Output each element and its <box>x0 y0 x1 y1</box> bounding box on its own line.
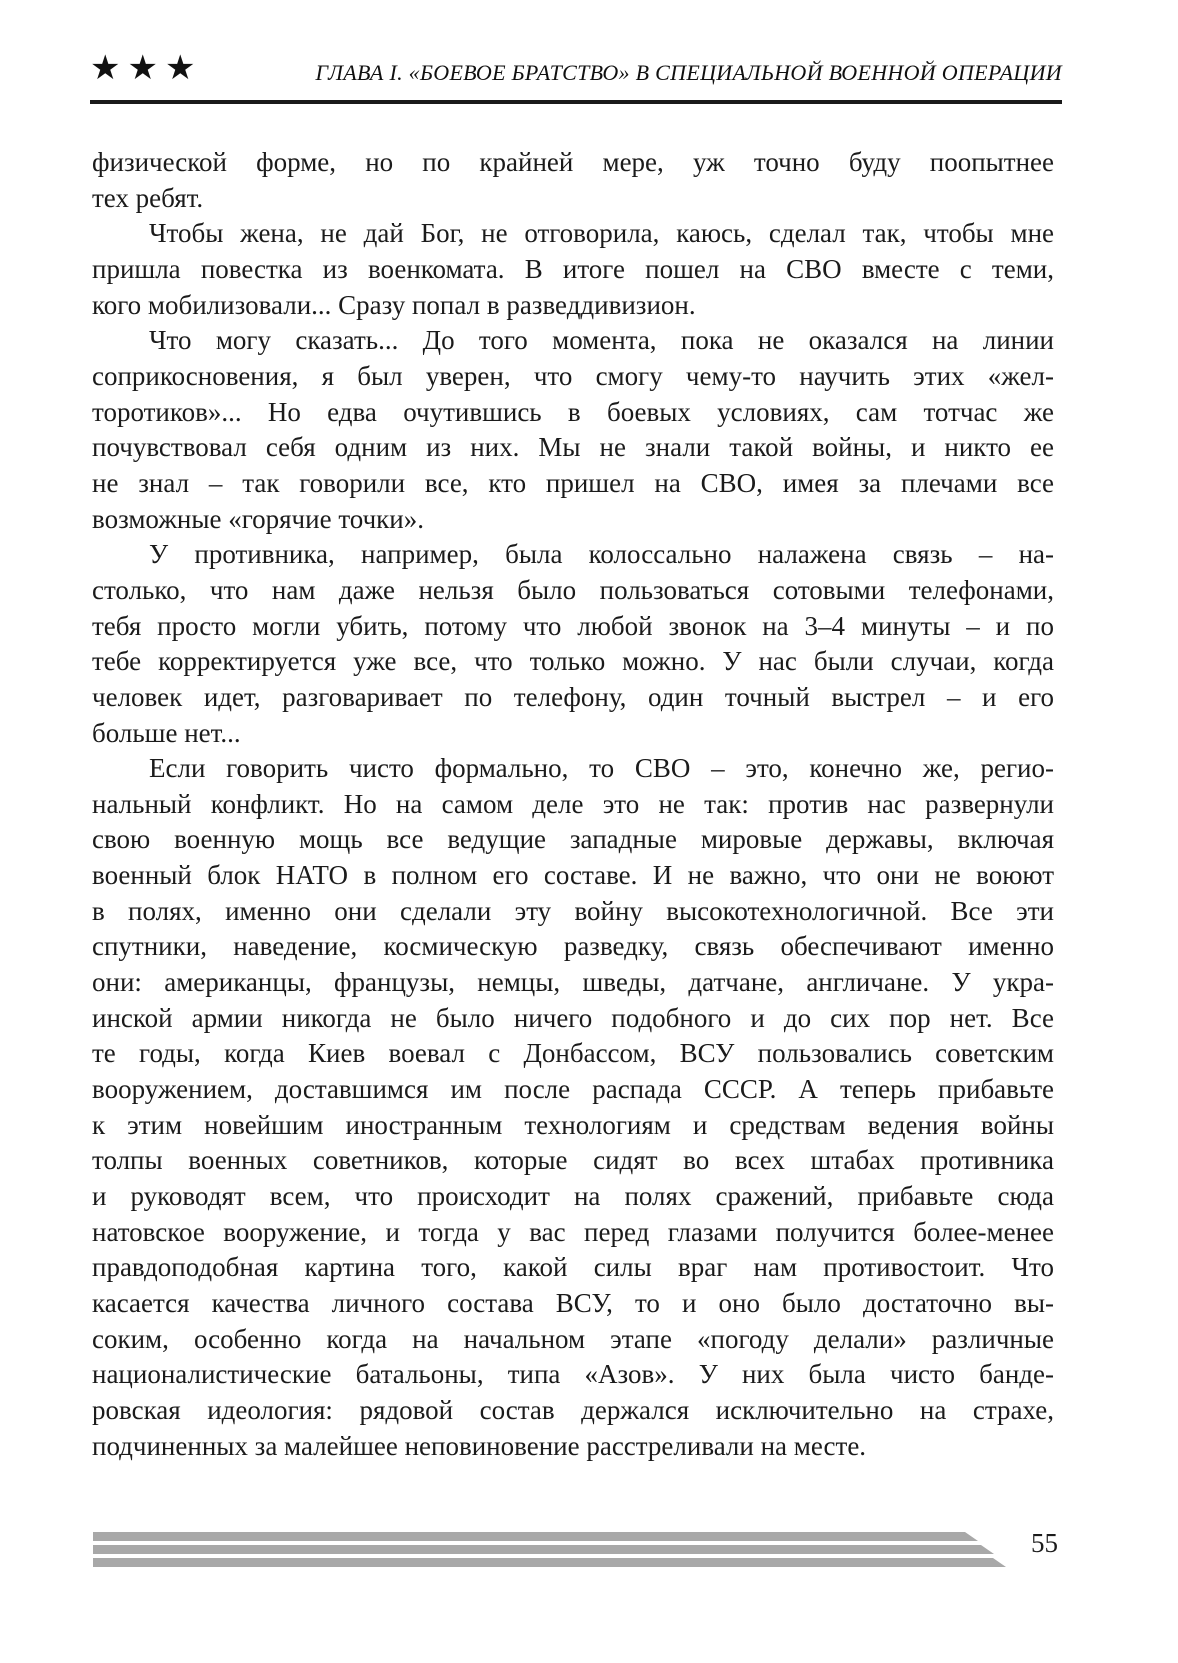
text-line: У противника, например, была колоссально налажена связь – на- <box>149 539 1054 570</box>
text-line: человек идет, разговаривает по телефону, один точный выстрел – и его <box>92 681 1054 712</box>
text-line: соким, особенно когда на начальном этапе «погоду делали» различные <box>92 1323 1054 1354</box>
text-line: и руководят всем, что происходит на полях сражений, прибавьте сюда <box>92 1181 1054 1212</box>
text-line: те годы, когда Киев воевал с Донбассом, ВСУ пользовались советским <box>92 1038 1054 1069</box>
footer-stripe <box>93 1558 1006 1567</box>
footer-stripe <box>93 1545 994 1554</box>
text-line: Чтобы жена, не дай Бог, не отговорила, каюсь, сделал так, чтобы мне <box>149 218 1054 249</box>
text-line: возможные «горячие точки». <box>92 503 424 534</box>
text-line: тебя просто могли убить, потому что любой звонок на 3–4 минуты – и по <box>92 610 1054 641</box>
page-number: 55 <box>1031 1528 1058 1558</box>
text-line: тебе корректируется уже все, что только можно. У нас были случаи, когда <box>92 646 1054 677</box>
text-line: подчиненных за малейшее неповиновение расстреливали на месте. <box>92 1430 867 1461</box>
text-line: вооружением, доставшимся им после распада СССР. А теперь прибавьте <box>92 1074 1054 1105</box>
text-line: правдоподобная картина того, какой силы враг нам противостоит. Что <box>92 1252 1054 1283</box>
text-line: кого мобилизовали... Сразу попал в разведдивизион. <box>92 289 696 320</box>
text-line: инской армии никогда не было ничего подобного и до сих пор нет. Все <box>92 1002 1054 1033</box>
text-line: больше нет... <box>92 717 241 748</box>
text-line: ровская идеология: рядовой состав держался исключительно на страхе, <box>92 1394 1054 1425</box>
text-line: в полях, именно они сделали эту войну высокотехнологичной. Все эти <box>92 895 1054 926</box>
text-line: нальный конфликт. Но на самом деле это не так: против нас развернули <box>92 788 1054 819</box>
header-divider <box>90 100 1062 104</box>
text-line: националистические батальоны, типа «Азов». У них была чисто банде- <box>92 1359 1054 1390</box>
text-line: торотиков»... Но едва очутившись в боевых условиях, сам тотчас же <box>92 396 1054 427</box>
text-line: толпы военных советников, которые сидят во всех штабах противника <box>92 1145 1054 1176</box>
text-line: они: американцы, французы, немцы, шведы, датчане, англичане. У укра- <box>92 967 1054 998</box>
text-line: столько, что нам даже нельзя было пользоваться сотовыми телефонами, <box>92 574 1054 605</box>
footer-stripe <box>93 1532 978 1541</box>
text-line: Что могу сказать... До того момента, пока не оказался на линии <box>149 325 1054 356</box>
chapter-title: ГЛАВА I. «БОЕВОЕ БРАТСТВО» В СПЕЦИАЛЬНОЙ ВОЕННОЙ ОПЕРАЦИИ <box>315 60 1062 85</box>
text-line: натовское вооружение, и тогда у вас перед глазами получится более-менее <box>92 1216 1054 1247</box>
text-line: тех ребят. <box>92 182 204 213</box>
text-line: свою военную мощь все ведущие западные мировые державы, включая <box>92 824 1054 855</box>
text-line: военный блок НАТО в полном его составе. И не важно, что они не воюют <box>92 860 1054 891</box>
running-head <box>90 50 1062 98</box>
text-line: не знал – так говорили все, кто пришел на СВО, имея за плечами все <box>92 467 1054 498</box>
body-text <box>92 145 1054 1464</box>
text-line: соприкосновения, я был уверен, что смогу чему-то научить этих «жел- <box>92 360 1054 391</box>
text-line: к этим новейшим иностранным технологиям и средствам ведения войны <box>92 1109 1054 1140</box>
text-line: спутники, наведение, космическую разведку, связь обеспечивают именно <box>92 931 1054 962</box>
text-line: пришла повестка из военкомата. В итоге пошел на СВО вместе с теми, <box>92 253 1054 284</box>
chapter-stars-icon: ★★★ <box>90 50 203 87</box>
text-line: физической форме, но по крайней мере, уж точно буду поопытнее <box>92 147 1054 177</box>
text-line: Если говорить чисто формально, то СВО – это, конечно же, регио- <box>149 753 1054 784</box>
text-line: касается качества личного состава ВСУ, то и оно было достаточно вы- <box>92 1288 1054 1318</box>
text-line: почувствовал себя одним из них. Мы не знали такой войны, и никто ее <box>92 432 1054 463</box>
